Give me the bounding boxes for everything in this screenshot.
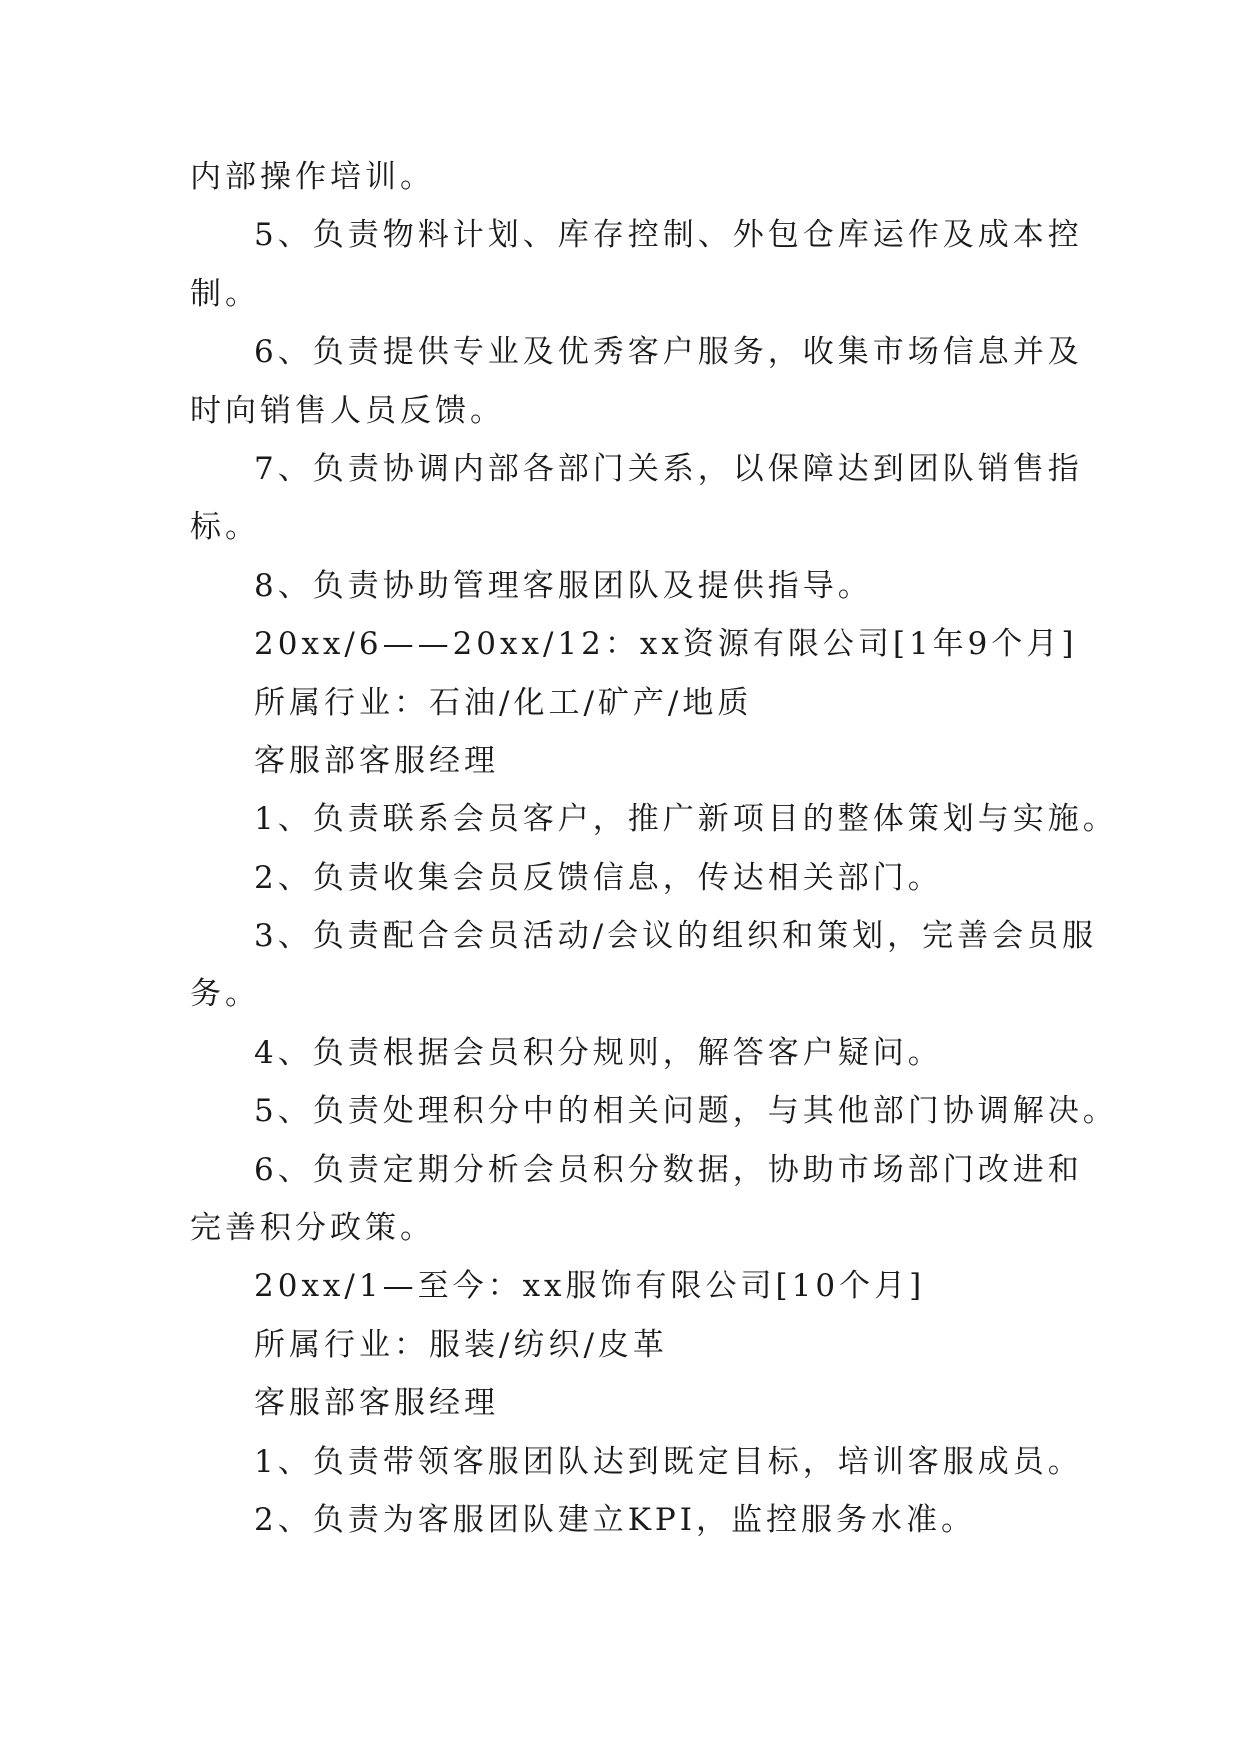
text-line: 内部操作培训。 — [190, 159, 435, 195]
text-line: 客服部客服经理 — [254, 742, 499, 779]
text-line: 8、负责协助管理客服团队及提供指导。 — [254, 567, 873, 604]
text-line: 标。 — [190, 509, 260, 546]
text-line: 制。 — [190, 275, 260, 312]
text-line: 2、负责为客服团队建立KPI，监控服务水准。 — [254, 1501, 976, 1538]
text-line: 6、负责定期分析会员积分数据，协助市场部门改进和 — [254, 1151, 1083, 1188]
text-line: 3、负责配合会员活动/会议的组织和策划，完善会员服 — [254, 918, 1098, 955]
text-line: 1、负责联系会员客户，推广新项目的整体策划与实施。 — [254, 801, 1118, 838]
text-line: 所属行业：石油/化工/矿产/地质 — [254, 684, 753, 721]
text-line: 客服部客服经理 — [254, 1385, 499, 1422]
text-line: 5、负责处理积分中的相关问题，与其他部门协调解决。 — [254, 1093, 1118, 1130]
text-line: 完善积分政策。 — [190, 1210, 435, 1247]
body-text — [190, 148, 1118, 1549]
text-line: 所属行业：服装/纺织/皮革 — [254, 1326, 668, 1363]
text-line: 1、负责带领客服团队达到既定目标，培训客服成员。 — [254, 1443, 1083, 1480]
text-line: 4、负责根据会员积分规则，解答客户疑问。 — [254, 1034, 943, 1071]
text-line: 20xx/1—至今：xx服饰有限公司[10个月] — [254, 1268, 926, 1305]
text-line: 5、负责物料计划、库存控制、外包仓库运作及成本控 — [254, 217, 1083, 254]
text-line: 务。 — [190, 976, 260, 1013]
text-line: 时向销售人员反馈。 — [190, 392, 505, 429]
text-line: 2、负责收集会员反馈信息，传达相关部门。 — [254, 859, 943, 896]
text-line: 7、负责协调内部各部门关系，以保障达到团队销售指 — [254, 450, 1083, 487]
text-line: 20xx/6——20xx/12：xx资源有限公司[1年9个月] — [254, 626, 1078, 663]
text-line: 6、负责提供专业及优秀客户服务，收集市场信息并及 — [254, 334, 1083, 371]
